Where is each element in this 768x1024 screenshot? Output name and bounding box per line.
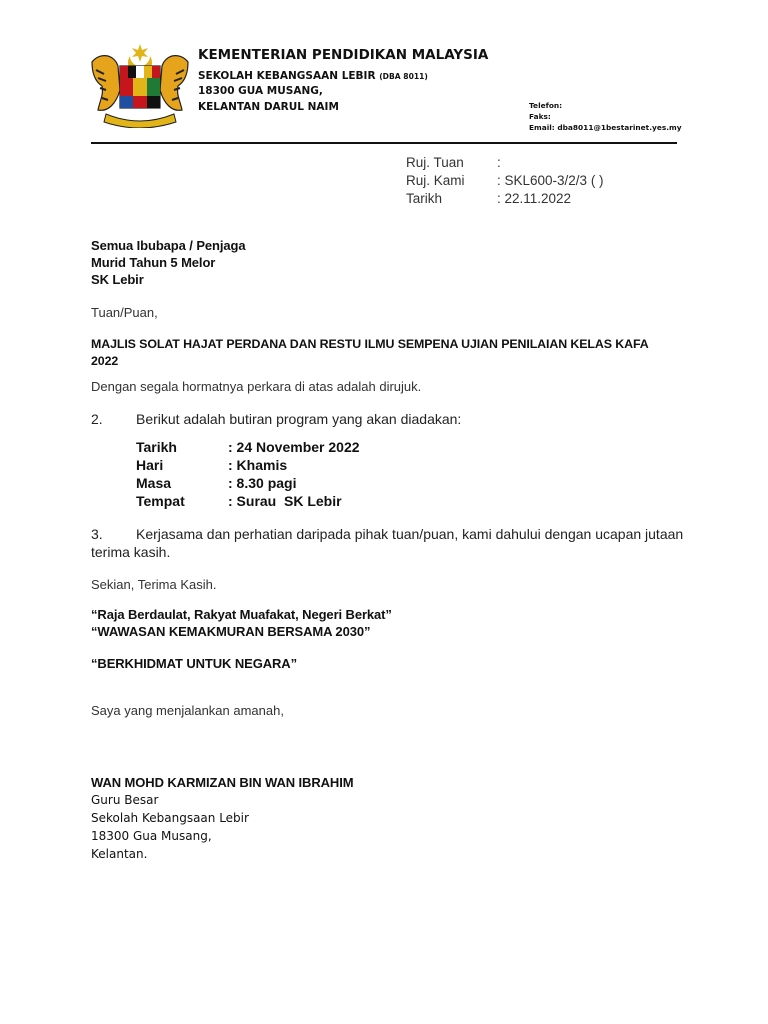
ref-date-label: Tarikh <box>406 191 443 206</box>
subject-line-1: MAJLIS SOLAT HAJAT PERDANA DAN RESTU ILMU SEMPENA UJIAN PENILAIAN KELAS KAFA <box>91 337 649 351</box>
salutation: Tuan/Puan, <box>91 305 158 320</box>
closing-line: Sekian, Terima Kasih. <box>91 577 217 592</box>
school-name: SEKOLAH KEBANGSAAN LEBIR <box>198 70 376 82</box>
letterhead-divider <box>91 142 677 144</box>
signatory-name: WAN MOHD KARMIZAN BIN WAN IBRAHIM <box>91 775 354 790</box>
opening-sentence: Dengan segala hormatnya perkara di atas adalah dirujuk. <box>91 379 422 394</box>
program-date-label: Tarikh <box>136 439 177 455</box>
signatory-town: 18300 Gua Musang, <box>91 829 212 843</box>
recipient-line-3: SK Lebir <box>91 272 144 287</box>
para-3-number: 3. <box>91 526 103 542</box>
para-3-text-2: terima kasih. <box>91 544 171 560</box>
program-date-value: : 24 November 2022 <box>228 439 360 455</box>
program-time-value: : 8.30 pagi <box>228 475 297 491</box>
ref-kami-value: : SKL600-3/2/3 ( ) <box>497 173 604 188</box>
school-postcode-town: 18300 GUA MUSANG, <box>198 85 323 97</box>
malaysia-coat-of-arms-icon <box>86 42 194 128</box>
para-2-number: 2. <box>91 411 103 427</box>
phone-label: Telefon: <box>529 101 563 110</box>
subject-line-2: 2022 <box>91 354 119 368</box>
signatory-org: Sekolah Kebangsaan Lebir <box>91 811 249 825</box>
para-3-text-1: Kerjasama dan perhatian daripada pihak tuan/puan, kami dahului dengan ucapan jutaan <box>136 526 684 542</box>
school-code: (DBA 8011) <box>379 72 428 81</box>
fax-label: Faks: <box>529 112 551 121</box>
program-day-value: : Khamis <box>228 457 288 473</box>
email-address: Email: dba8011@1bestarinet.yes.my <box>529 123 682 132</box>
motto-kelantan: “Raja Berdaulat, Rakyat Muafakat, Negeri Berkat” <box>91 607 392 622</box>
recipient-line-2: Murid Tahun 5 Melor <box>91 255 216 270</box>
ref-tuan-label: Ruj. Tuan <box>406 155 464 170</box>
school-name-line <box>198 70 428 82</box>
ref-date-value: : 22.11.2022 <box>497 191 572 206</box>
program-day-label: Hari <box>136 457 164 473</box>
motto-wawasan: “WAWASAN KEMAKMURAN BERSAMA 2030” <box>91 624 371 639</box>
recipient-line-1: Semua Ibubapa / Penjaga <box>91 238 246 253</box>
program-venue-label: Tempat <box>136 493 185 509</box>
signatory-title: Guru Besar <box>91 793 159 807</box>
sign-off: Saya yang menjalankan amanah, <box>91 703 284 718</box>
ref-kami-label: Ruj. Kami <box>406 173 465 188</box>
para-2-text: Berikut adalah butiran program yang akan diadakan: <box>136 411 462 427</box>
school-state: KELANTAN DARUL NAIM <box>198 101 339 113</box>
motto-berkhidmat: “BERKHIDMAT UNTUK NEGARA” <box>91 656 297 671</box>
ministry-name: KEMENTERIAN PENDIDIKAN MALAYSIA <box>198 47 489 63</box>
program-time-label: Masa <box>136 475 172 491</box>
program-venue-value: : Surau SK Lebir <box>228 493 342 509</box>
signatory-state: Kelantan. <box>91 847 148 861</box>
ref-tuan-value: : <box>497 155 501 170</box>
